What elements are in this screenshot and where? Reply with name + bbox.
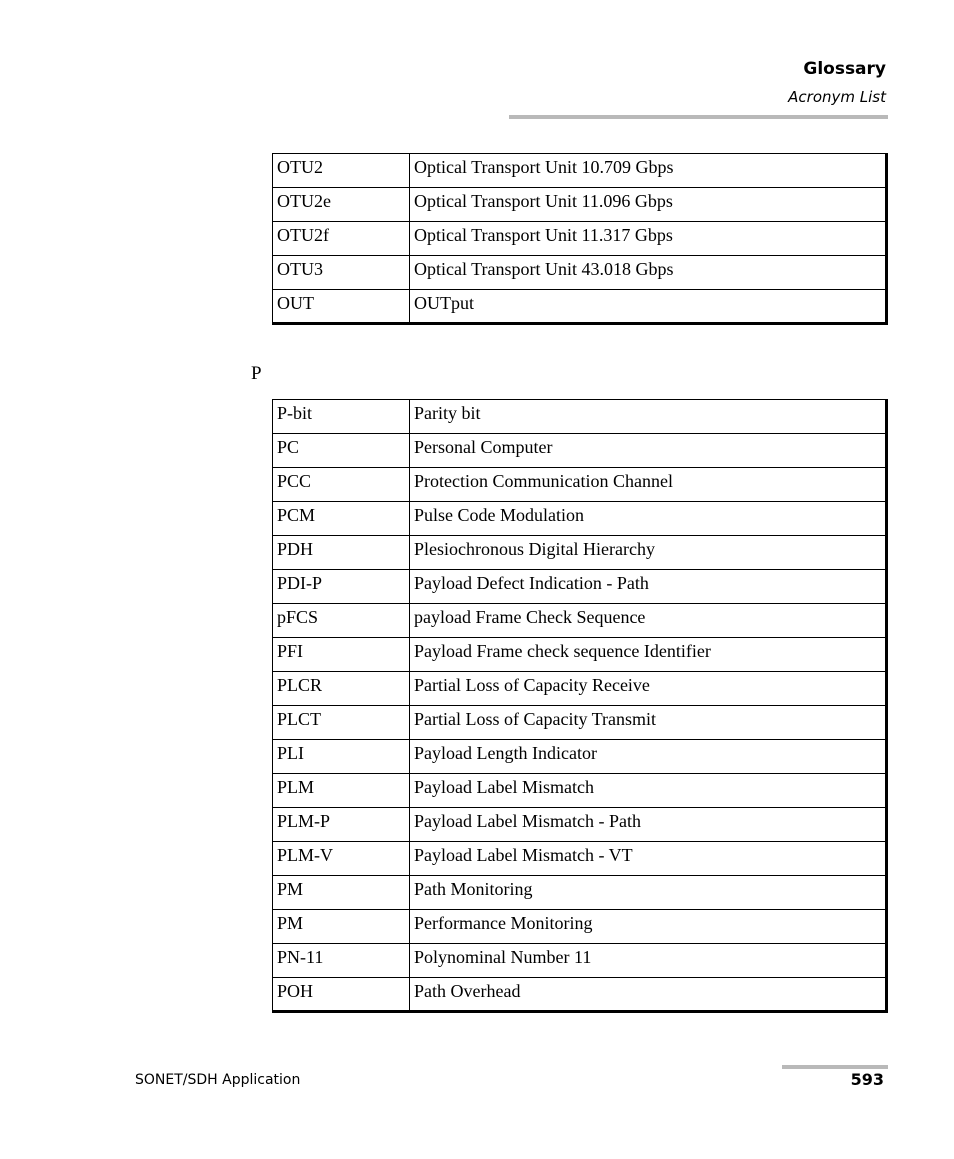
table-row	[273, 400, 887, 434]
definition-cell: Protection Communication Channel	[410, 468, 887, 502]
acronym-cell: PLM	[273, 774, 410, 808]
table-row	[273, 706, 887, 740]
table-row	[273, 468, 887, 502]
footer-divider	[782, 1065, 888, 1069]
definition-cell: Payload Length Indicator	[410, 740, 887, 774]
acronym-cell: PN-11	[273, 944, 410, 978]
definition-cell: Parity bit	[410, 400, 887, 434]
definition-cell: payload Frame Check Sequence	[410, 604, 887, 638]
acronym-cell: PDI-P	[273, 570, 410, 604]
table-row	[273, 944, 887, 978]
acronym-table-p	[272, 399, 888, 1013]
acronym-cell: PLM-V	[273, 842, 410, 876]
definition-cell: Path Overhead	[410, 978, 887, 1012]
definition-cell: Plesiochronous Digital Hierarchy	[410, 536, 887, 570]
acronym-cell: OTU3	[273, 256, 410, 290]
table-row	[273, 978, 887, 1012]
table-row	[273, 774, 887, 808]
acronym-cell: PC	[273, 434, 410, 468]
acronym-cell: PDH	[273, 536, 410, 570]
definition-cell: Optical Transport Unit 11.317 Gbps	[410, 222, 887, 256]
definition-cell: Path Monitoring	[410, 876, 887, 910]
table-row	[273, 604, 887, 638]
acronym-cell: POH	[273, 978, 410, 1012]
definition-cell: Optical Transport Unit 11.096 Gbps	[410, 188, 887, 222]
acronym-table-otu	[272, 153, 888, 325]
acronym-cell: PFI	[273, 638, 410, 672]
acronym-cell: P-bit	[273, 400, 410, 434]
definition-cell: Payload Label Mismatch	[410, 774, 887, 808]
acronym-cell: OTU2	[273, 154, 410, 188]
table-row	[273, 910, 887, 944]
acronym-cell: PCM	[273, 502, 410, 536]
table-row	[273, 434, 887, 468]
footer-product-name: SONET/SDH Application	[135, 1072, 301, 1088]
section-letter-p: P	[251, 363, 262, 384]
definition-cell: Performance Monitoring	[410, 910, 887, 944]
acronym-cell: PLCR	[273, 672, 410, 706]
acronym-cell: PCC	[273, 468, 410, 502]
table-row	[273, 502, 887, 536]
acronym-cell: OTU2e	[273, 188, 410, 222]
definition-cell: Partial Loss of Capacity Transmit	[410, 706, 887, 740]
table-row	[273, 740, 887, 774]
acronym-cell: OTU2f	[273, 222, 410, 256]
table-row	[273, 222, 887, 256]
acronym-cell: OUT	[273, 290, 410, 324]
header-subtitle: Acronym List	[788, 88, 886, 106]
definition-cell: Payload Frame check sequence Identifier	[410, 638, 887, 672]
table-row	[273, 188, 887, 222]
definition-cell: Partial Loss of Capacity Receive	[410, 672, 887, 706]
header-title: Glossary	[803, 59, 886, 79]
table-row	[273, 290, 887, 324]
acronym-cell: PM	[273, 910, 410, 944]
definition-cell: Optical Transport Unit 43.018 Gbps	[410, 256, 887, 290]
page-number: 593	[850, 1070, 884, 1089]
definition-cell: Polynominal Number 11	[410, 944, 887, 978]
definition-cell: Pulse Code Modulation	[410, 502, 887, 536]
acronym-cell: PLI	[273, 740, 410, 774]
table-row	[273, 672, 887, 706]
table-row	[273, 256, 887, 290]
definition-cell: Personal Computer	[410, 434, 887, 468]
table-row	[273, 808, 887, 842]
header-divider	[509, 115, 888, 119]
acronym-cell: PM	[273, 876, 410, 910]
table-row	[273, 536, 887, 570]
table-row	[273, 842, 887, 876]
definition-cell: Payload Defect Indication - Path	[410, 570, 887, 604]
definition-cell: Optical Transport Unit 10.709 Gbps	[410, 154, 887, 188]
definition-cell: OUTput	[410, 290, 887, 324]
acronym-cell: PLM-P	[273, 808, 410, 842]
definition-cell: Payload Label Mismatch - Path	[410, 808, 887, 842]
acronym-cell: PLCT	[273, 706, 410, 740]
definition-cell: Payload Label Mismatch - VT	[410, 842, 887, 876]
table-row	[273, 154, 887, 188]
acronym-cell: pFCS	[273, 604, 410, 638]
table-row	[273, 876, 887, 910]
table-row	[273, 638, 887, 672]
table-row	[273, 570, 887, 604]
